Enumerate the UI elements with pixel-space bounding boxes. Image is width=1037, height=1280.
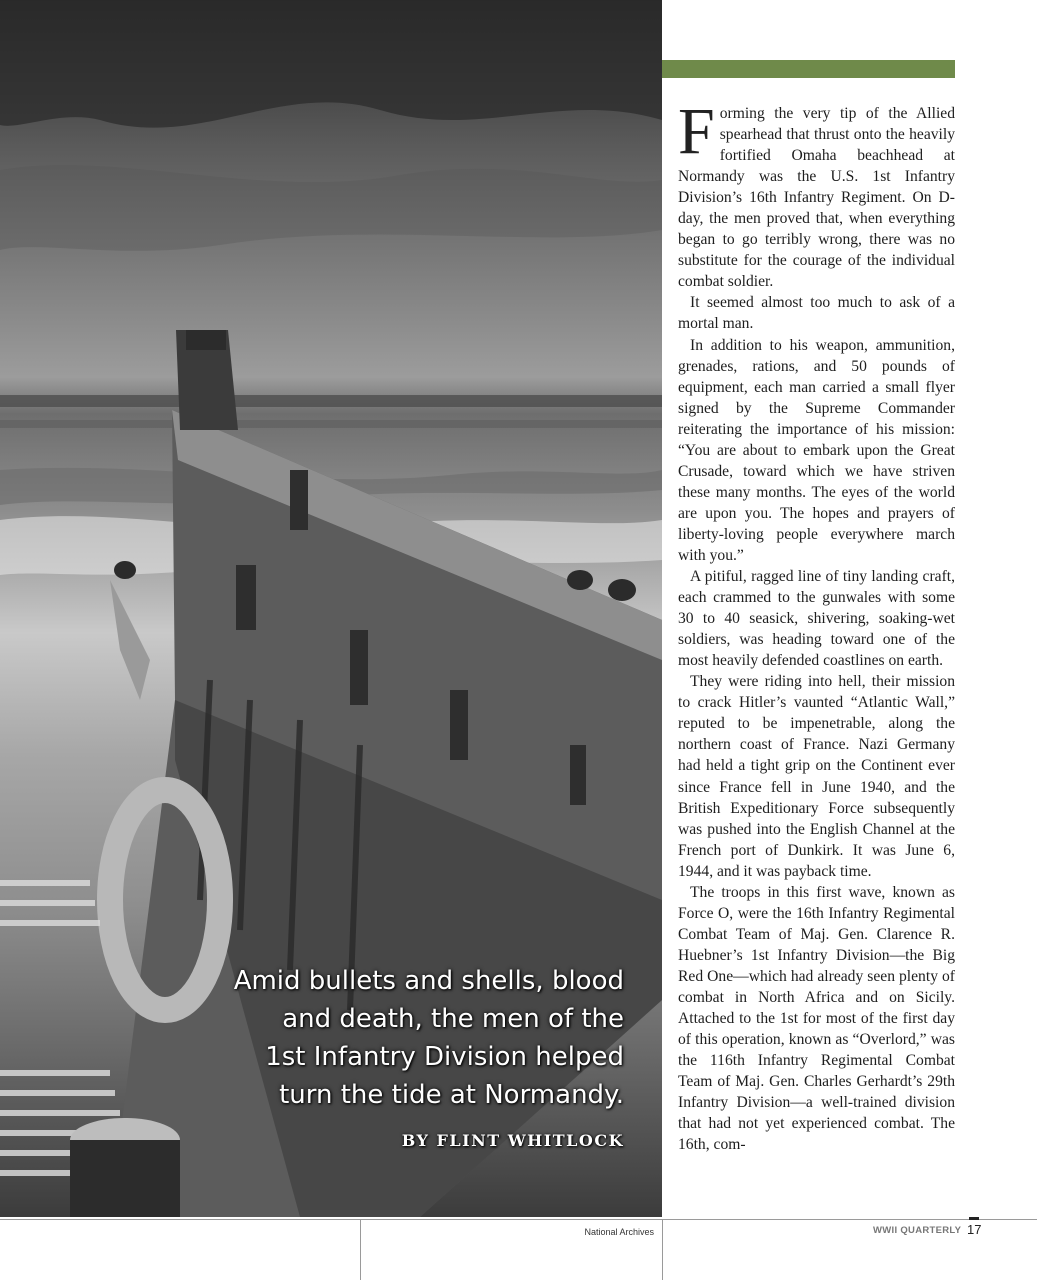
footer-divider (360, 1219, 361, 1280)
footer-rule (0, 1219, 1037, 1220)
author-byline: BY FLINT WHITLOCK (401, 1131, 624, 1150)
page-number-mark (969, 1217, 979, 1220)
article-paragraph: They were riding into hell, their mission to crack Hitler’s vaunted “Atlantic Wall,” reputed to be impenetrable, along the northern coast of France. Nazi Germany had held a tight grip on the Continent ever since France fell in June 1940, and the British Expeditionary Force subsequently was pushed into the English Channel at the French port of Dunkirk. It was June 6, 1944, and it was payback time. (678, 673, 955, 880)
photo-credit: National Archives (584, 1227, 654, 1237)
article-paragraph: It seemed almost too much to ask of a mortal man. (678, 294, 955, 333)
headline-line: and death, the men of the (282, 1004, 624, 1034)
article-paragraph: A pitiful, ragged line of tiny landing craft, each crammed to the gunwales with some 30 to 40 seasick, shivering, soaking-wet soldiers, was heading toward one of the most heavily defended coastlines on earth. (678, 568, 955, 670)
magazine-name: WWII QUARTERLY (873, 1225, 962, 1236)
section-accent-bar (662, 60, 955, 78)
article-paragraph: In addition to his weapon, ammunition, grenades, rations, and 50 pounds of equipment, each man carried a small flyer signed by the Supreme Commander reiterating the importance of his mission: “You are about to embark upon the Great Crusade, toward which we have striven these many months. The eyes of the world are upon you. The hopes and prayers of liberty-loving people everywhere march with you.” (678, 336, 955, 564)
paragraph-text: orming the very tip of the Allied spearhead that thrust onto the heavily fortified Omaha beachhead at Normandy was the U.S. 1st Infantry Division’s 16th Infantry Regiment. On D-day, the men proved that, when everything began to go terribly wrong, there was no substitute for the courage of the individual combat soldier. (678, 105, 955, 291)
article-paragraph (678, 95, 955, 292)
article-body (678, 95, 955, 1155)
footer-divider (662, 1219, 663, 1280)
headline-line: 1st Infantry Division helped (265, 1042, 624, 1072)
headline-line: turn the tide at Normandy. (279, 1080, 624, 1110)
page-number: 17 (967, 1222, 982, 1237)
drop-cap: F (678, 95, 715, 168)
article-paragraph: The troops in this first wave, known as Force O, were the 16th Infantry Regimental Combat Team of Maj. Gen. Clarence R. Huebner’s 1st Infantry Division—the Big Red One—which had already seen plenty of combat in North Africa and on Sicily. Attached to the 1st for most of the first day of this operation, known as “Overlord,” was the 116th Infantry Regimental Combat Team of Maj. Gen. Charles Gerhardt’s 29th Infantry Division—a well-trained division that had not yet experienced combat. The 16th, com- (678, 883, 955, 1154)
feature-headline (204, 962, 624, 1114)
headline-line: Amid bullets and shells, blood (233, 966, 624, 996)
